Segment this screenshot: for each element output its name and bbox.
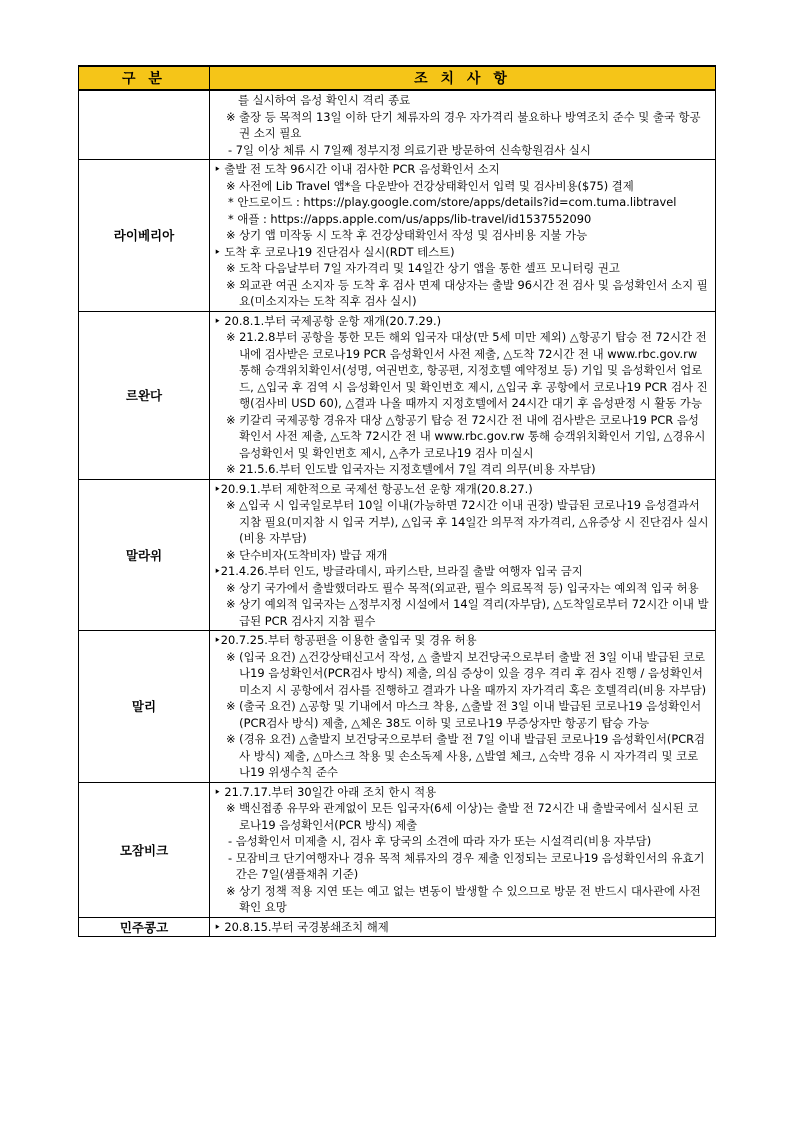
country-cell: 말라위: [79, 479, 210, 631]
measure-line: [214, 731, 709, 781]
measure-line: [214, 800, 709, 833]
measure-text: 모잠비크 단기여행자나 경유 목적 체류자의 경우 제출 인정되는 코로나19 음성확인서의 유효기간은 7일(샘플채취 기준): [235, 850, 705, 881]
measure-text: 21.4.26.부터 인도, 방글라데시, 파키스탄, 브라질 출발 여행자 입국 금지: [220, 564, 583, 578]
bullet-marker: ‣: [214, 633, 221, 647]
measure-text: 출장 등 목적의 13일 이하 단기 체류자의 경우 자가격리 불요하나 방역조치 준수 및 출국 항공권 소지 필요: [239, 109, 701, 140]
bullet-marker: ※: [226, 580, 240, 595]
country-cell: 라이베리아: [79, 160, 210, 312]
measure-line: [214, 580, 709, 597]
bullet-marker: ※: [226, 228, 240, 242]
measure-line: [214, 227, 709, 244]
table-row: [79, 631, 716, 783]
measure-line: [214, 698, 709, 731]
country-cell: 민주콩고: [79, 917, 210, 937]
bullet-marker: ※: [226, 883, 240, 898]
measure-text: 를 실시하여 음성 확인시 격리 종료: [238, 93, 411, 107]
measure-line: [214, 142, 709, 159]
measure-line: [214, 481, 709, 498]
measure-text: 20.7.25.부터 항공편을 이용한 출입국 및 경유 허용: [220, 633, 477, 647]
bullet-marker: ‣: [214, 481, 221, 496]
measure-line: [214, 109, 709, 142]
measure-text: (입국 요건) △건강상태신고서 작성, △ 출발지 보건당국으로부터 출발 전 3일 이내 발급된 코로나19 음성확인서(PCR검사 방식) 제출, 의심 증상이 있을 경우 격리 후 검사 진행 / 음성확인서 미소지 시 공항에서 검사를 진행하고 결과가 나올 때까지 자가격리 혹은 호텔격리(비용 자부담): [239, 649, 707, 697]
measures-cell: [210, 631, 716, 783]
measure-text: 안드로이드 : https://play.google.com/store/apps/details?id=com.tuma.libtravel: [237, 195, 677, 209]
measure-text: 21.7.17.부터 30일간 아래 조치 한시 적용: [224, 784, 437, 799]
measure-line: [214, 313, 709, 330]
measure-text: 단수비자(도착비자) 발급 재개: [239, 547, 388, 562]
measure-text: 상기 예외적 입국자는 △정부지정 시설에서 14일 격리(자부담), △도착일로부터 72시간 이내 발급된 PCR 검사지 지참 필수: [239, 597, 709, 628]
table-header-row: [79, 66, 716, 90]
measure-text: 20.8.15.부터 국경봉쇄조치 해제: [224, 919, 389, 934]
table-row: [79, 782, 716, 917]
measure-line: [214, 649, 709, 699]
bullet-marker: -: [228, 142, 236, 157]
bullet-marker: ※: [226, 178, 240, 193]
bullet-marker: ‣: [214, 919, 225, 934]
measure-text: (출국 요건) △공항 및 기내에서 마스크 착용, △출발 전 3일 이내 발급된 코로나19 음성확인서(PCR검사 방식) 제출, △체온 38도 이하 및 코로나19 무증상자만 항공기 탑승 가능: [239, 699, 702, 730]
bullet-marker: ‣: [214, 784, 225, 799]
document-page: [78, 65, 715, 937]
measures-cell: [210, 90, 716, 160]
measure-text: △입국 시 입국일로부터 10일 이내(가능하면 72시간 이내 권장) 발급된 코로나19 음성결과서 지참 필요(미지참 시 입국 거부), △입국 후 14일간 의무적 자가격리, △유증상 시 진단검사 실시(비용 자부담): [239, 498, 709, 545]
measures-table: [78, 65, 716, 937]
country-cell: [79, 90, 210, 160]
country-cell: 모잠비크: [79, 782, 210, 917]
measures-cell: [210, 917, 716, 937]
bullet-marker: ※: [226, 547, 240, 562]
bullet-marker: ※: [226, 699, 240, 713]
bullet-marker: ※: [226, 109, 240, 124]
bullet-marker: ※: [226, 498, 240, 512]
bullet-marker: *: [228, 211, 238, 226]
measure-text: (경유 요건) △출발지 보건당국으로부터 출발 전 7일 이내 발급된 코로나19 음성확인서(PCR검사 방식) 제출, △마스크 착용 및 손소독제 사용, △발열 체크, △숙박 경유 시 자가격리 및 코로나19 위생수칙 준수: [239, 732, 706, 779]
measure-line: [214, 92, 709, 109]
measure-text: 21.2.8부터 공항을 통한 모든 해외 입국자 대상(만 5세 미만 제외) △항공기 탑승 전 72시간 전 내에 검사받은 코로나19 PCR 음성확인서 사전 제출, △도착 72시간 전 내 www.rbc.gov.rw 통해 승객위치확인서(성명, 여권번호, 항공편, 지정호텔 예약정보 등) 기입 및 음성확인서 업로드, △입국 후 검역 시 음성확인서 및 확인번호 제시, △입국 후 공항에서 코로나19 PCR 검사 진행(검사비 USD 60), △결과 나올 때까지 지정호텔에서 24시간 대기 후 음성판정 시 활동 가능: [239, 330, 708, 410]
measure-text: 키갈리 국제공항 경유자 대상 △항공기 탑승 전 72시간 전 내에 검사받은 코로나19 PCR 음성확인서 사전 제출, △도착 72시간 전 내 www.rbc.gov.rw 통해 승객위치확인서 기입, △경유시 음성확인서 및 확인번호 제시, △추가 코로나19 검사 미실시: [239, 412, 706, 460]
measure-text: 출발 전 도착 96시간 이내 검사한 PCR 음성확인서 소지: [224, 162, 500, 176]
measure-text: 20.8.1.부터 국제공항 운항 재개(20.7.29.): [224, 313, 442, 328]
measure-line: [214, 211, 709, 228]
bullet-marker: *: [228, 195, 238, 209]
measure-line: [214, 632, 709, 649]
measures-cell: [210, 160, 716, 312]
bullet-marker: ‣: [214, 162, 225, 176]
measures-cell: [210, 782, 716, 917]
measure-line: [214, 260, 709, 277]
measure-line: [214, 784, 709, 801]
table-row: [79, 160, 716, 312]
measure-line: [214, 194, 709, 211]
measure-line: [214, 461, 709, 478]
measure-text: 상기 국가에서 출발했더라도 필수 목적(외교관, 필수 의료목적 등) 입국자는 예외적 입국 허용: [239, 580, 699, 595]
bullet-marker: ※: [226, 412, 240, 427]
table-row: [79, 917, 716, 937]
measure-text: 상기 앱 미작동 시 도착 후 건강상태확인서 작성 및 검사비용 지불 가능: [239, 228, 588, 242]
bullet-marker: ‣: [214, 564, 221, 578]
measure-line: [214, 883, 709, 916]
bullet-marker: ※: [226, 261, 240, 275]
bullet-marker: ※: [226, 597, 240, 611]
measure-line: [214, 244, 709, 261]
bullet-marker: ※: [226, 462, 240, 476]
measure-line: [214, 497, 709, 547]
table-row: [79, 311, 716, 479]
measure-text: 외교관 여권 소지자 등 도착 후 검사 면제 대상자는 출발 96시간 전 검사 및 음성확인서 소지 필요(미소지자는 도착 직후 검사 실시): [239, 277, 708, 308]
measure-text: 도착 다음날부터 7일 자가격리 및 14일간 상기 앱을 통한 셀프 모니터링 권고: [239, 261, 620, 275]
bullet-marker: ※: [226, 330, 240, 344]
measure-line: [214, 563, 709, 580]
table-row: [79, 90, 716, 160]
bullet-marker: ※: [226, 801, 240, 815]
measure-line: [214, 850, 709, 883]
measure-text: 음성확인서 미제출 시, 검사 후 당국의 소견에 따라 자가 또는 시설격리(비용 자부담): [235, 834, 652, 848]
measures-cell: [210, 311, 716, 479]
bullet-marker: ‣: [214, 244, 225, 259]
measure-text: 백신접종 유무와 관계없이 모든 입국자(6세 이상)는 출발 전 72시간 내 출발국에서 실시된 코로나19 음성확인서(PCR 방식) 제출: [239, 801, 699, 832]
measures-cell: [210, 479, 716, 631]
bullet-marker: ※: [226, 277, 240, 292]
country-cell: 르완다: [79, 311, 210, 479]
measure-line: [214, 833, 709, 850]
country-cell: 말리: [79, 631, 210, 783]
measure-text: 20.9.1.부터 제한적으로 국제선 항공노선 운항 재개(20.8.27.): [220, 481, 533, 496]
measure-text: 21.5.6.부터 인도발 입국자는 지정호텔에서 7일 격리 의무(비용 자부담): [239, 462, 596, 476]
measure-line: [214, 596, 709, 629]
header-category: 구 분: [79, 66, 210, 90]
bullet-marker: ※: [226, 649, 240, 664]
measure-text: 도착 후 코로나19 진단검사 실시(RDT 테스트): [224, 244, 455, 259]
measure-text: 사전에 Lib Travel 앱*을 다운받아 건강상태확인서 입력 및 검사비용($75) 결제: [239, 178, 634, 193]
measure-text: 상기 정책 적용 지연 또는 예고 없는 변동이 발생할 수 있으므로 방문 전 반드시 대사관에 사전 확인 요망: [239, 883, 701, 914]
bullet-marker: -: [228, 850, 236, 865]
bullet-marker: ‣: [214, 313, 225, 328]
table-row: [79, 479, 716, 631]
measure-line: [214, 919, 709, 936]
measure-text: 애플 : https://apps.apple.com/us/apps/lib-travel/id1537552090: [237, 211, 592, 226]
measure-line: [214, 412, 709, 462]
measure-text: 7일 이상 체류 시 7일째 정부지정 의료기관 방문하여 신속항원검사 실시: [235, 142, 591, 157]
measure-line: [214, 277, 709, 310]
header-measures: 조 치 사 항: [210, 66, 716, 90]
measure-line: [214, 329, 709, 412]
bullet-marker: ※: [226, 732, 240, 746]
measure-line: [214, 547, 709, 564]
bullet-marker: -: [228, 834, 236, 848]
measure-line: [214, 161, 709, 178]
table-body: [79, 90, 716, 937]
measure-line: [214, 178, 709, 195]
